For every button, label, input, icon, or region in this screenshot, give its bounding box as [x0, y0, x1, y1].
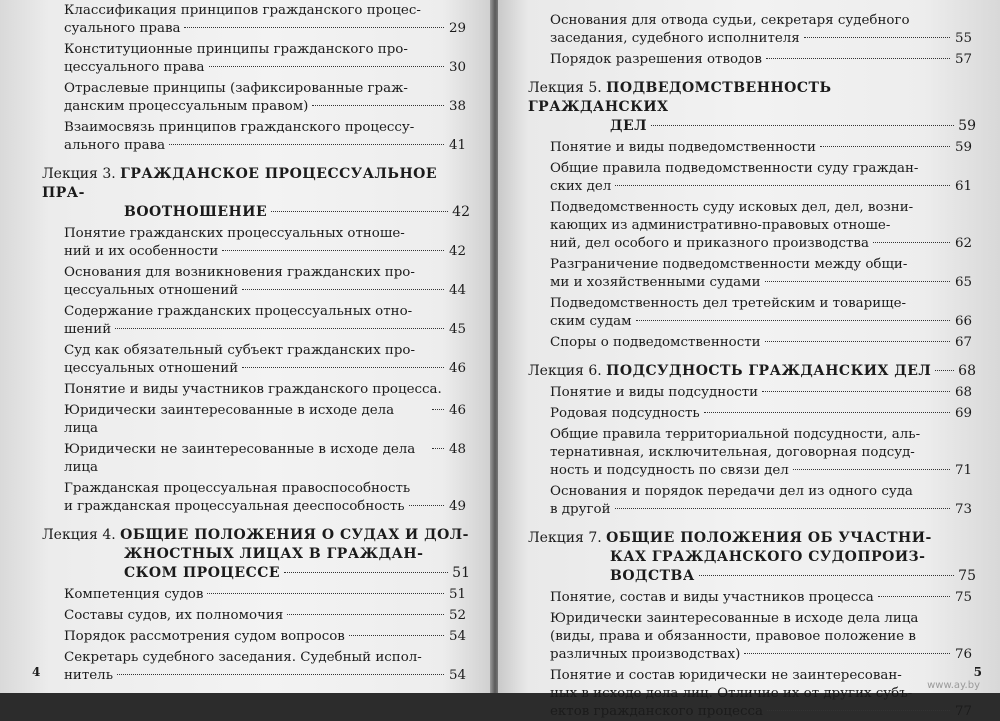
toc-entry-text: Понятие и виды подсудности	[550, 385, 759, 400]
lecture-title: СКОМ ПРОЦЕССЕ	[124, 565, 281, 581]
left-page-number: 4	[32, 665, 41, 679]
right-page	[498, 0, 1000, 719]
leader-dots	[242, 289, 444, 290]
toc-entry-line	[64, 402, 466, 438]
leader-dots	[704, 412, 950, 413]
leader-dots	[699, 575, 954, 576]
leader-dots	[766, 58, 950, 59]
toc-entry-line	[550, 646, 972, 664]
page-ref: 62	[954, 236, 972, 251]
toc-entry	[34, 225, 470, 261]
toc-entry-line	[550, 235, 972, 253]
toc-entry-line	[550, 160, 972, 178]
lecture-heading-line	[528, 567, 976, 586]
toc-entry-line	[64, 243, 466, 261]
leader-dots	[312, 105, 444, 106]
toc-entry-line	[550, 444, 972, 462]
toc-entry-text: Гражданская процессуальная правоспособность	[64, 481, 411, 496]
toc-entry-text: различных производствах)	[550, 647, 741, 662]
toc-entry-line	[64, 80, 466, 98]
toc-entry	[34, 586, 470, 604]
toc-entry-text: Секретарь судебного заседания. Судебный испол-	[64, 650, 422, 665]
toc-entry-text: Суд как обязательный субъект гражданских про-	[64, 343, 416, 358]
toc-entry-line	[64, 137, 466, 155]
toc-entry-line	[550, 139, 972, 157]
toc-entry-line	[64, 498, 466, 516]
toc-entry-text: ским судам	[550, 314, 632, 329]
toc-entry-text: ний и их особенности	[64, 244, 219, 259]
page-ref: 29	[448, 21, 466, 36]
toc-entry-line	[550, 384, 972, 402]
toc-entry-text: Юридически заинтересованные в исходе дела лица	[64, 403, 395, 436]
toc-entry-text: ального права	[64, 138, 166, 153]
toc-entry-line	[550, 313, 972, 331]
page-ref: 75	[954, 590, 972, 605]
toc-entry-text: Подведомственность дел третейским и товарище-	[550, 296, 907, 311]
toc-entry-line	[64, 441, 466, 477]
toc-entry-line	[64, 381, 466, 399]
leader-dots	[184, 27, 444, 28]
leader-dots	[873, 242, 950, 243]
toc-entry-line	[550, 12, 972, 30]
lecture-title: ЖНОСТНЫХ ЛИЦАХ В ГРАЖДАН-	[124, 546, 424, 562]
lecture-title: ПОДВЕДОМСТВЕННОСТЬ ГРАЖДАНСКИХ	[528, 80, 832, 115]
left-page	[0, 0, 492, 693]
toc-entry-line	[64, 20, 466, 38]
lecture-number: Лекция 7.	[528, 530, 602, 546]
page-ref: 46	[448, 403, 466, 418]
toc-entry-line	[64, 119, 466, 137]
toc-entry	[520, 405, 976, 423]
toc-entry	[34, 41, 470, 77]
toc-entry-text: Понятие и состав юридически не заинтересован-	[550, 668, 902, 683]
toc-entry-text: Основания для возникновения гражданских про-	[64, 265, 415, 280]
lecture-heading-line	[528, 79, 976, 117]
toc-entry-text: суального права	[64, 21, 181, 36]
toc-entry-text: Основания для отвода судьи, секретаря судебного	[550, 13, 910, 28]
page-ref: 44	[448, 283, 466, 298]
page-ref: 30	[448, 60, 466, 75]
leader-dots	[762, 391, 950, 392]
toc-entry-line	[64, 667, 466, 685]
lecture-heading	[42, 526, 470, 583]
leader-dots	[935, 370, 954, 371]
leader-dots	[804, 37, 950, 38]
page-ref: 42	[452, 204, 470, 220]
leader-dots	[793, 469, 950, 470]
watermark: www.ay.by	[927, 680, 980, 691]
toc-entry-text: ных в исходе дела лиц. Отличие их от других субъ-	[550, 686, 913, 701]
toc-entry	[34, 381, 470, 399]
toc-entry-line	[64, 41, 466, 59]
toc-entry-text: в другой	[550, 502, 611, 517]
toc-entry-text: Понятие, состав и виды участников процесса	[550, 590, 874, 605]
lecture-number: Лекция 4.	[42, 527, 116, 543]
toc-entry-text: заседания, судебного исполнителя	[550, 31, 800, 46]
toc-entry	[520, 51, 976, 69]
page-ref: 51	[452, 565, 470, 581]
page-ref: 45	[448, 322, 466, 337]
toc-entry-text: кающих из административно-правовых отноше-	[550, 218, 891, 233]
toc-entry-text: Понятие и виды подведомственности	[550, 140, 816, 155]
toc-entry	[520, 12, 976, 48]
toc-entry-line	[550, 628, 972, 646]
toc-entry-text: Взаимосвязь принципов гражданского процессу-	[64, 120, 415, 135]
toc-entry-line	[550, 501, 972, 519]
lecture-title: ГРАЖДАНСКОЕ ПРОЦЕССУАЛЬНОЕ ПРА-	[42, 166, 438, 201]
toc-entry	[34, 480, 470, 516]
toc-entry-line	[64, 649, 466, 667]
toc-entry-text: Юридически не заинтересованные в исходе дела лица	[64, 442, 416, 475]
lecture-number: Лекция 3.	[42, 166, 116, 182]
toc-entry-line	[550, 51, 972, 69]
page-ref: 67	[954, 335, 972, 350]
toc-entry-text: Компетенция судов	[64, 587, 204, 602]
page-ref: 73	[954, 502, 972, 517]
lecture-heading-line	[42, 203, 470, 222]
toc-entry-text: цессуальных отношений	[64, 361, 239, 376]
toc-entry	[520, 426, 976, 480]
page-ref: 66	[954, 314, 972, 329]
toc-entry-text: ми и хозяйственными судами	[550, 275, 761, 290]
page-ref: 46	[448, 361, 466, 376]
toc-entry-text: Порядок разрешения отводов	[550, 52, 762, 67]
toc-entry-line	[64, 342, 466, 360]
toc-entry-line	[64, 480, 466, 498]
page-ref: 71	[954, 463, 972, 478]
toc-entry-line	[64, 98, 466, 116]
toc-entry-text: тернативная, исключительная, договорная подсуд-	[550, 445, 915, 460]
toc-entry-text: Классификация принципов гражданского процес-	[64, 3, 421, 18]
toc-entry-line	[550, 462, 972, 480]
page-ref: 69	[954, 406, 972, 421]
left-toc-list	[34, 2, 470, 685]
toc-entry-line	[550, 703, 972, 721]
page-ref: 75	[958, 568, 976, 584]
toc-entry-text: данским процессуальным правом)	[64, 99, 309, 114]
toc-entry-line	[550, 199, 972, 217]
toc-entry	[520, 199, 976, 253]
lecture-title: ВООТНОШЕНИЕ	[124, 204, 268, 220]
lecture-heading-line	[42, 564, 470, 583]
leader-dots	[767, 710, 950, 711]
toc-entry	[34, 607, 470, 625]
leader-dots	[284, 572, 448, 573]
toc-entry-text: и гражданская процессуальная дееспособность	[64, 499, 405, 514]
toc-entry-text: Юридически заинтересованные в исходе дела лица	[550, 611, 919, 626]
toc-entry-line	[550, 30, 972, 48]
toc-entry	[520, 139, 976, 157]
lecture-title: ОБЩИЕ ПОЛОЖЕНИЯ ОБ УЧАСТНИ-	[606, 530, 932, 546]
leader-dots	[222, 250, 444, 251]
toc-entry-text: Общие правила подведомственности суду граждан-	[550, 161, 919, 176]
leader-dots	[615, 185, 950, 186]
toc-entry-line	[550, 426, 972, 444]
lecture-heading-line	[42, 526, 470, 545]
toc-entry-line	[64, 303, 466, 321]
toc-entry-line	[550, 589, 972, 607]
page-ref: 57	[954, 52, 972, 67]
toc-entry	[520, 256, 976, 292]
toc-entry-text: Родовая подсудность	[550, 406, 700, 421]
toc-entry-line	[550, 217, 972, 235]
toc-entry	[520, 384, 976, 402]
toc-entry	[520, 667, 976, 721]
leader-dots	[878, 596, 950, 597]
toc-entry-line	[550, 667, 972, 685]
toc-entry-line	[550, 405, 972, 423]
page-ref: 42	[448, 244, 466, 259]
toc-entry-text: Общие правила территориальной подсудности, аль-	[550, 427, 921, 442]
toc-entry-line	[550, 685, 972, 703]
toc-entry-text: ний, дел особого и приказного производства	[550, 236, 869, 251]
right-page-number: 5	[973, 665, 982, 679]
lecture-heading-line	[528, 117, 976, 136]
leader-dots	[432, 448, 444, 449]
toc-entry-text: Составы судов, их полномочия	[64, 608, 284, 623]
toc-entry-line	[64, 282, 466, 300]
toc-entry-text: Понятие гражданских процессуальных отноше-	[64, 226, 405, 241]
toc-entry	[34, 264, 470, 300]
leader-dots	[651, 125, 954, 126]
toc-entry-line	[64, 59, 466, 77]
toc-entry	[34, 628, 470, 646]
toc-entry-line	[64, 321, 466, 339]
toc-entry	[34, 119, 470, 155]
toc-entry-line	[64, 586, 466, 604]
toc-entry	[34, 402, 470, 438]
leader-dots	[271, 211, 448, 212]
lecture-heading	[42, 165, 470, 222]
toc-entry-line	[64, 607, 466, 625]
toc-entry-text: Разграничение подведомственности между общи-	[550, 257, 908, 272]
lecture-heading-line	[42, 545, 470, 564]
page-ref: 77	[954, 704, 972, 719]
lecture-title: ПОДСУДНОСТЬ ГРАЖДАНСКИХ ДЕЛ	[606, 363, 932, 379]
right-toc-list	[520, 12, 976, 721]
toc-entry	[34, 342, 470, 378]
toc-entry-text: Понятие и виды участников гражданского процесса.	[64, 382, 442, 397]
leader-dots	[115, 328, 444, 329]
toc-entry	[520, 295, 976, 331]
leader-dots	[169, 144, 444, 145]
toc-entry-text: цессуальных отношений	[64, 283, 239, 298]
toc-entry	[520, 589, 976, 607]
page-ref: 65	[954, 275, 972, 290]
toc-entry-line	[64, 2, 466, 20]
leader-dots	[207, 593, 444, 594]
toc-entry-text: ских дел	[550, 179, 612, 194]
leader-dots	[615, 508, 951, 509]
toc-entry-line	[550, 610, 972, 628]
toc-entry	[34, 2, 470, 38]
leader-dots	[744, 653, 950, 654]
toc-entry-text: Споры о подведомственности	[550, 335, 761, 350]
lecture-heading	[528, 362, 976, 381]
page-ref: 38	[448, 99, 466, 114]
toc-entry	[34, 80, 470, 116]
page-ref: 52	[448, 608, 466, 623]
toc-entry-text: (виды, права и обязанности, правовое положение в	[550, 629, 916, 644]
lecture-heading-line	[528, 548, 976, 567]
lecture-title: ОБЩИЕ ПОЛОЖЕНИЯ О СУДАХ И ДОЛ-	[120, 527, 469, 543]
page-ref: 76	[954, 647, 972, 662]
leader-dots	[242, 367, 444, 368]
page-ref: 51	[448, 587, 466, 602]
page-ref: 54	[448, 629, 466, 644]
lecture-number: Лекция 5.	[528, 80, 602, 96]
toc-entry-text: Основания и порядок передачи дел из одного суда	[550, 484, 913, 499]
leader-dots	[820, 146, 950, 147]
leader-dots	[409, 505, 444, 506]
page-ref: 49	[448, 499, 466, 514]
lecture-heading-line	[528, 529, 976, 548]
toc-entry-line	[64, 628, 466, 646]
page-ref: 41	[448, 138, 466, 153]
toc-entry-line	[550, 178, 972, 196]
toc-entry	[520, 483, 976, 519]
toc-entry-text: ность и подсудность по связи дел	[550, 463, 789, 478]
toc-entry-text: нитель	[64, 668, 113, 683]
toc-entry	[520, 334, 976, 352]
page-ref: 59	[954, 140, 972, 155]
lecture-title: ВОДСТВА	[610, 568, 695, 584]
leader-dots	[209, 66, 444, 67]
lecture-title: КАХ ГРАЖДАНСКОГО СУДОПРОИЗ-	[610, 549, 926, 565]
lecture-number: Лекция 6.	[528, 363, 602, 379]
lecture-heading	[528, 529, 976, 586]
toc-entry	[34, 649, 470, 685]
toc-entry-line	[550, 295, 972, 313]
page-ref: 55	[954, 31, 972, 46]
lecture-heading-line	[42, 165, 470, 203]
toc-entry-line	[64, 225, 466, 243]
toc-entry-line	[550, 256, 972, 274]
toc-entry-text: Содержание гражданских процессуальных отно-	[64, 304, 413, 319]
toc-entry-line	[64, 360, 466, 378]
lecture-title: ДЕЛ	[610, 118, 647, 134]
toc-entry-line	[64, 264, 466, 282]
toc-entry	[520, 160, 976, 196]
leader-dots	[432, 409, 444, 410]
toc-entry-text: Отраслевые принципы (зафиксированные граж-	[64, 81, 408, 96]
toc-entry-line	[550, 334, 972, 352]
page-ref: 61	[954, 179, 972, 194]
leader-dots	[287, 614, 444, 615]
toc-entry-line	[550, 483, 972, 501]
toc-entry	[520, 610, 976, 664]
leader-dots	[349, 635, 444, 636]
page-ref: 68	[958, 363, 976, 379]
leader-dots	[117, 674, 444, 675]
toc-entry-text: Подведомственность суду исковых дел, дел, возни-	[550, 200, 914, 215]
toc-entry-line	[550, 274, 972, 292]
page-ref: 48	[448, 442, 466, 457]
lecture-heading-line	[528, 362, 976, 381]
toc-entry-text: шений	[64, 322, 112, 337]
toc-entry	[34, 441, 470, 477]
toc-entry	[34, 303, 470, 339]
leader-dots	[765, 341, 950, 342]
page-ref: 59	[958, 118, 976, 134]
toc-entry-text: цессуального права	[64, 60, 205, 75]
toc-entry-text: ектов гражданского процесса	[550, 704, 763, 719]
lecture-heading	[528, 79, 976, 136]
leader-dots	[765, 281, 951, 282]
leader-dots	[636, 320, 951, 321]
toc-entry-text: Порядок рассмотрения судом вопросов	[64, 629, 345, 644]
page-ref: 68	[954, 385, 972, 400]
page-ref: 54	[448, 668, 466, 683]
toc-entry-text: Конституционные принципы гражданского про-	[64, 42, 408, 57]
